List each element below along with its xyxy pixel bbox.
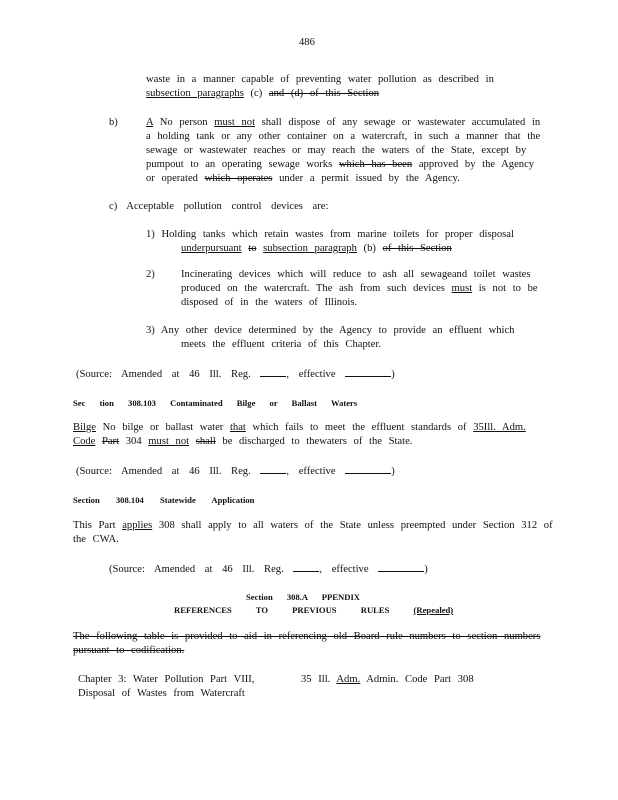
intro-struck: and (d) of this Section [268, 88, 380, 99]
repealed-line-1: The following table is provided to aid in referencing old Board rule numbers to section numbers [73, 631, 541, 642]
section-103-heading: Sec tion 308.103 Contaminated Bilge or Ballast Waters [73, 398, 358, 408]
para-b-struck-2: which operates [204, 173, 273, 184]
table-right: 35 Ill. Adm. Admin. Code Part 308 [301, 674, 474, 685]
item-2-line-1: Incinerating devices which will reduce to ash all sewageand toilet wastes [181, 269, 531, 280]
para-b-line-3: sewage or wastewater reaches or may reach the waters of the State, except by [146, 145, 527, 156]
appendix-heading-line-1: Section 308.A PPENDIX [246, 592, 360, 602]
table-left-line-2: Disposal of Wastes from Watercraft [78, 688, 245, 699]
intro-underlined: subsection paragraphs [146, 88, 244, 99]
appendix-repealed: (Repealed) [413, 605, 454, 615]
para-b-struck: which has been [338, 159, 413, 170]
para-b-inserted-a: A [146, 117, 154, 128]
item-2-line-3: disposed of in the waters of Illinois. [181, 297, 358, 308]
para-b-line-2: a holding tank or any other container on a watercraft, in such a manner that the [146, 131, 541, 142]
para-b-line-4 [146, 158, 534, 172]
item-1-inserted-2: subsection paragraph [263, 243, 357, 254]
item-2-text: produced on the watercraft. The ash from such devices [181, 283, 452, 294]
para-b-text-2: shall dispose of any sewage or wastewater accumulated in [255, 117, 541, 128]
intro-line-2 [146, 87, 379, 101]
page-number: 486 [299, 37, 315, 48]
para-b-text: No person [153, 117, 215, 128]
para-c-heading: c) Acceptable pollution control devices are: [109, 201, 329, 212]
item-1-inserted: underpursuant [181, 243, 242, 254]
section-103-inserted: Bilge [73, 422, 96, 433]
para-b-line-5 [146, 172, 460, 186]
item-1-struck-to: to [248, 243, 257, 254]
para-b-text-3: pumpout to an operating sewage works [146, 159, 339, 170]
item-3-line-1: 3) Any other device determined by the Agency to provide an effluent which [146, 325, 515, 336]
section-103-line-1: Bilge No bilge or ballast water that which fails to meet the effluent standards of 35Ill. Adm. [73, 422, 526, 433]
section-104-heading: Section 308.104 Statewide Application [73, 495, 255, 505]
intro-mid: (c) [243, 88, 269, 99]
section-103-line-2: Code Part 304 must not shall be discharged to thewaters of the State. [73, 436, 413, 447]
item-2-label: 2) [146, 269, 155, 280]
item-1-line-2 [181, 242, 452, 256]
para-b-text-6: under a permit issued by the Agency. [272, 173, 460, 184]
source-note-1: (Source: Amended at 46 Ill. Reg. , effective ) [76, 366, 395, 382]
appendix-heading-line-2: REFERENCES TO PREVIOUS RULES (Repealed) [174, 605, 454, 615]
para-b-text-5: or operated [146, 173, 205, 184]
intro-line-1: waste in a manner capable of preventing water pollution as described in [146, 74, 494, 85]
section-104-line-1: This Part applies 308 shall apply to all waters of the State unless preempted under Section 312 of [73, 520, 553, 531]
source-note-3: (Source: Amended at 46 Ill. Reg. , effective ) [109, 561, 428, 577]
para-b-label: b) [109, 117, 118, 128]
item-3-line-2: meets the effluent criteria of this Chapter. [181, 339, 382, 350]
table-left-line-1: Chapter 3: Water Pollution Part VIII, [78, 674, 255, 685]
source-note-2: (Source: Amended at 46 Ill. Reg. , effective ) [76, 463, 395, 479]
item-2-text-2: is not to be [472, 283, 538, 294]
section-104-line-2: the CWA. [73, 534, 119, 545]
para-b-line-1 [146, 116, 540, 130]
item-2-inserted-must: must [451, 283, 473, 294]
repealed-line-2: pursuant to codification. [73, 645, 185, 656]
para-b-inserted-must-not: must not [214, 117, 256, 128]
para-b-text-4: approved by the Agency [412, 159, 535, 170]
item-1-struck: of this Section [382, 243, 452, 254]
item-1-line-1: 1) Holding tanks which retain wastes from marine toilets for proper disposal [146, 229, 514, 240]
item-2-line-2 [181, 282, 538, 296]
item-1-text: (b) [356, 243, 383, 254]
